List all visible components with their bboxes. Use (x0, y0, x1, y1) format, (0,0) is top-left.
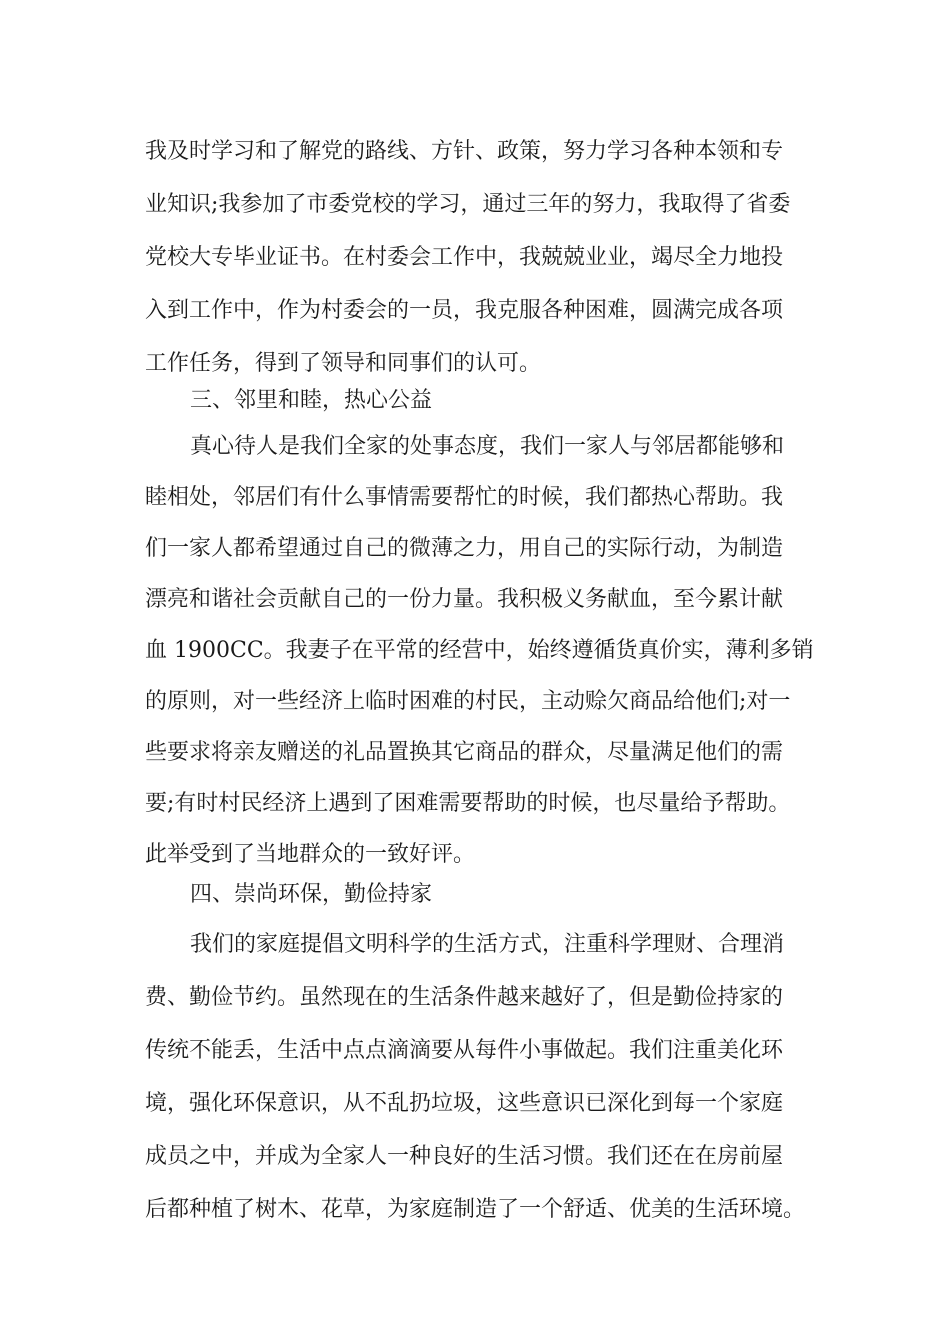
text-line: 成员之中，并成为全家人一种良好的生活习惯。我们还在在房前屋 (145, 1144, 784, 1169)
text-line: 此举受到了当地群众的一致好评。 (145, 842, 476, 867)
text-line: 要;有时村民经济上遇到了困难需要帮助的时候，也尽量给予帮助。 (145, 791, 791, 816)
text-line: 境，强化环保意识，从不乱扔垃圾，这些意识已深化到每一个家庭 (145, 1091, 784, 1116)
text-line: 党校大专毕业证书。在村委会工作中，我兢兢业业，竭尽全力地投 (145, 245, 784, 270)
text-line: 我及时学习和了解党的路线、方针、政策，努力学习各种本领和专 (145, 139, 784, 164)
text-line: 费、勤俭节约。虽然现在的生活条件越来越好了，但是勤俭持家的 (145, 985, 784, 1010)
text-line: 入到工作中，作为村委会的一员，我克服各种困难，圆满完成各项 (145, 298, 784, 323)
text-line: 些要求将亲友赠送的礼品置换其它商品的群众，尽量满足他们的需 (145, 740, 784, 765)
text-line: 漂亮和谐社会贡献自己的一份力量。我积极义务献血，至今累计献 (145, 587, 784, 612)
text-line: 真心待人是我们全家的处事态度，我们一家人与邻居都能够和 (190, 434, 785, 459)
text-line: 血 1900CC。我妻子在平常的经营中，始终遵循货真价实，薄利多销 (145, 638, 814, 663)
text-line: 们一家人都希望通过自己的微薄之力，用自己的实际行动，为制造 (145, 536, 784, 561)
text-line: 业知识;我参加了市委党校的学习，通过三年的努力，我取得了省委 (145, 192, 791, 217)
text-line: 传统不能丢，生活中点点滴滴要从每件小事做起。我们注重美化环 (145, 1038, 784, 1063)
text-line: 我们的家庭提倡文明科学的生活方式，注重科学理财、合理消 (190, 932, 785, 957)
text-line: 的原则，对一些经济上临时困难的村民，主动赊欠商品给他们;对一 (145, 689, 791, 714)
text-line: 工作任务，得到了领导和同事们的认可。 (145, 351, 542, 376)
text-line: 后都种植了树木、花草，为家庭制造了一个舒适、优美的生活环境。 (145, 1197, 806, 1222)
section-heading: 三、邻里和睦，热心公益 (190, 388, 433, 413)
section-heading: 四、崇尚环保，勤俭持家 (190, 882, 433, 907)
text-line: 睦相处，邻居们有什么事情需要帮忙的时候，我们都热心帮助。我 (145, 485, 784, 510)
